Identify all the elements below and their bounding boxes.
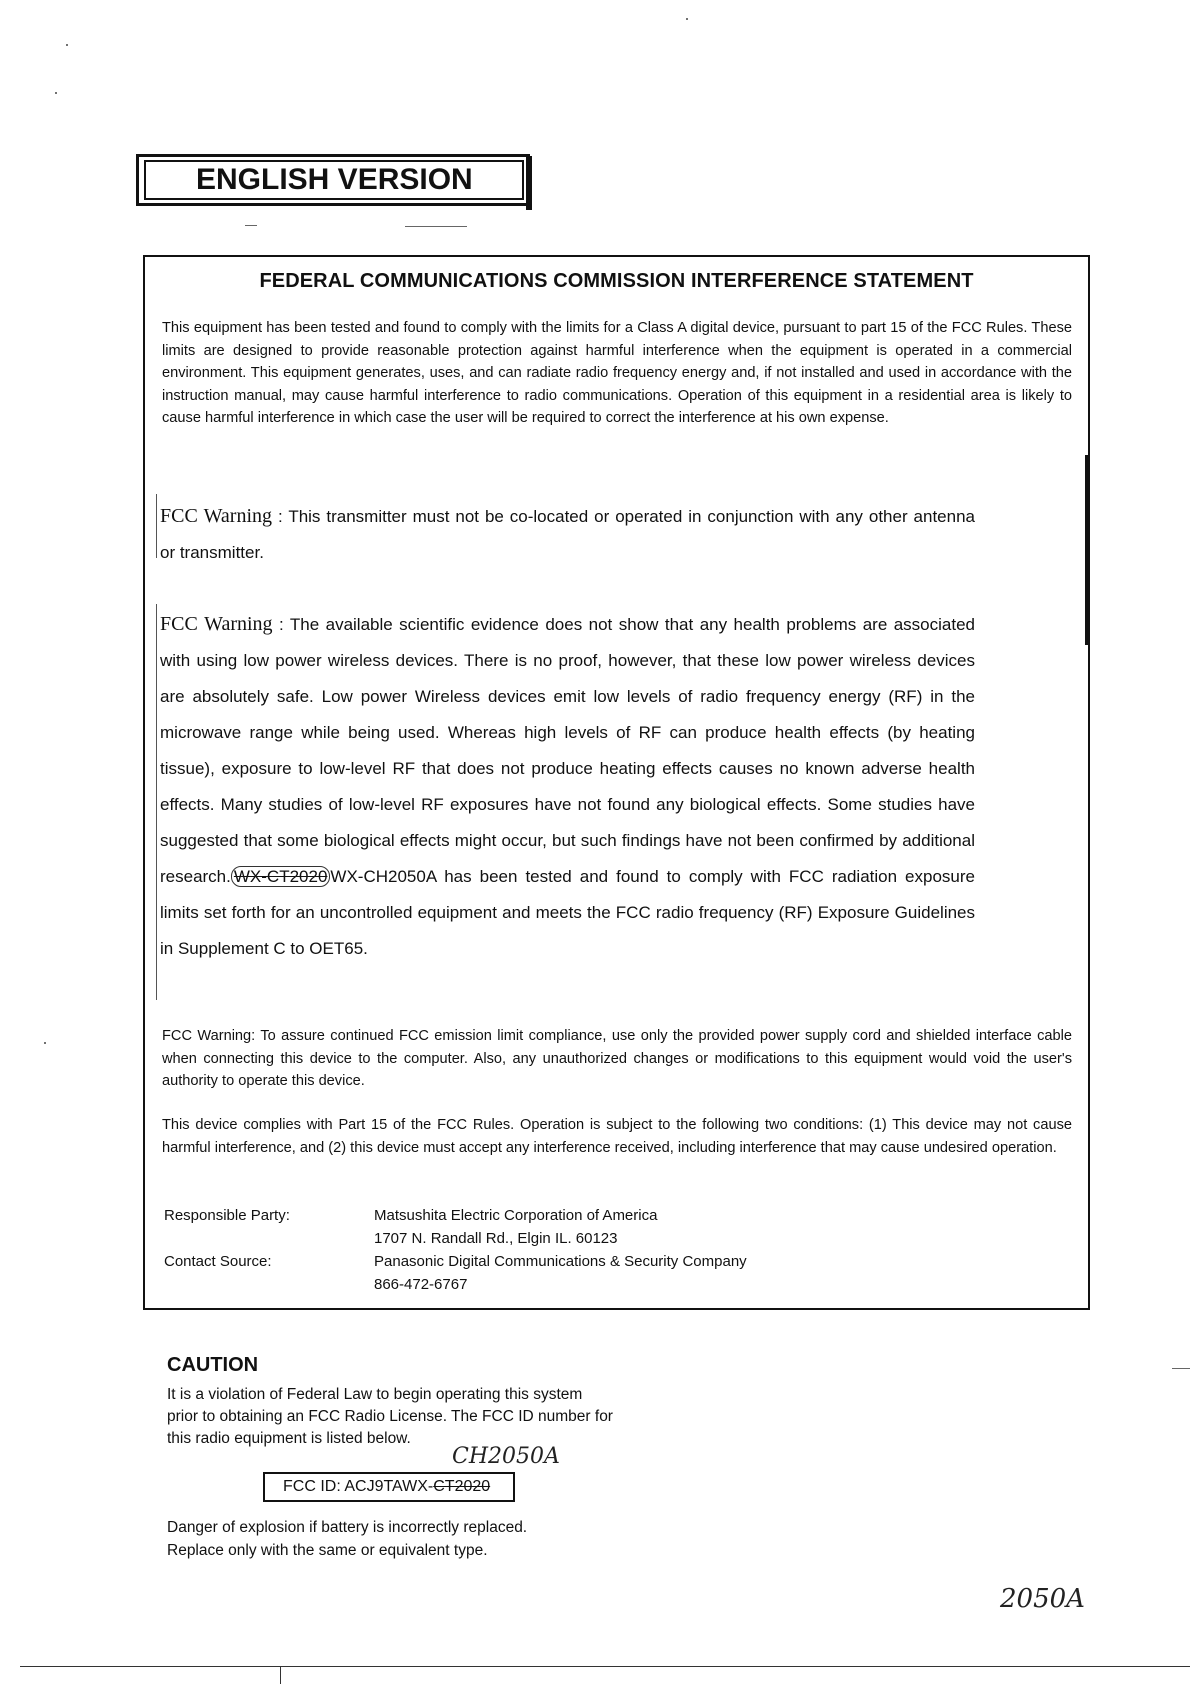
battery-warning-line: Danger of explosion if battery is incorrectly replaced. bbox=[167, 1519, 528, 1536]
scan-mark bbox=[245, 225, 257, 226]
warning-text: : The available scientific evidence does not show that any health problems are associated with using low power wireless devices. There is no proof, however, that these low power wireless devices are absolutely safe. Low power Wireless devices emit low levels of radio frequency energy (RF) in the microwave range while being used. Whereas high levels of RF can produce health effects (by heating tissue), exposure to low-level RF that does not produce heating effects causes no known adverse health effects. Many studies of low-level RF exposures have not found any biological effects. Some studies have suggested that some biological effects might occur, but such findings have not been confirmed by additional research. bbox=[160, 615, 975, 886]
fcc-warning-colocation bbox=[160, 498, 975, 571]
handwritten-note: 2050A bbox=[1000, 1584, 1085, 1614]
fcc-warning-rf-exposure bbox=[160, 606, 975, 967]
interference-paragraph: This equipment has been tested and found to comply with the limits for a Class A digital device, pursuant to part 15 of the FCC Rules. These limits are designed to provide reasonable protection against harmful interference when the equipment is operated in a commercial environment. This equipment generates, uses, and can radiate radio frequency energy and, if not installed and used in accordance with the instruction manual, may cause harmful interference to radio communications. Operation of this equipment in a residential area is likely to cause harmful interference in which case the user will be required to correct the interference at his own expense. bbox=[162, 320, 1072, 426]
fcc-id-text: FCC ID: ACJ9TAWX- bbox=[283, 1478, 434, 1495]
scan-speck bbox=[55, 92, 57, 94]
scan-speck bbox=[686, 18, 688, 20]
handwritten-fcc-id-correction: CH2050A bbox=[452, 1444, 560, 1469]
model-number: WX-CH2050A bbox=[330, 867, 437, 886]
paste-margin-line bbox=[156, 494, 157, 558]
part15-statement: This device complies with Part 15 of the FCC Rules. Operation is subject to the following two conditions: (1) This device may not cause harmful interference, and (2) this device must accept any interference received, including interference that may cause undesired operation. bbox=[162, 1117, 1072, 1156]
fcc-warning-cable: FCC Warning: To assure continued FCC emission limit compliance, use only the provided power supply cord and shielded interface cable when connecting this device to the computer. Also, any unauthorized changes or modifications to this equipment would void the user's authority to operate this device. bbox=[162, 1028, 1072, 1089]
scan-speck bbox=[44, 1042, 46, 1044]
title-banner-shadow bbox=[526, 156, 532, 210]
warning-text: : This transmitter must not be co-located or operated in conjunction with any other antenna or transmitter. bbox=[160, 507, 975, 562]
paste-edge-line bbox=[1085, 455, 1088, 645]
contact-source-phone: 866-472-6767 bbox=[374, 1276, 468, 1293]
warning-text-continued: has been tested and found to comply with FCC radiation exposure limits set forth for an uncontrolled equipment and meets the FCC radio frequency (RF) Exposure Guidelines in Supplement C to OET65. bbox=[160, 867, 975, 958]
page-title: ENGLISH VERSION bbox=[144, 160, 524, 200]
battery-warning bbox=[167, 1516, 667, 1562]
bottom-rule bbox=[20, 1666, 1190, 1667]
contact-source-name: Panasonic Digital Communications & Security Company bbox=[374, 1253, 747, 1270]
responsible-party-address: 1707 N. Randall Rd., Elgin IL. 60123 bbox=[374, 1230, 618, 1247]
responsible-party-label: Responsible Party: bbox=[164, 1207, 290, 1224]
responsible-party-name: Matsushita Electric Corporation of America bbox=[374, 1207, 658, 1224]
scan-speck bbox=[66, 44, 68, 46]
paste-margin-line bbox=[156, 604, 157, 1000]
fcc-id-struck-suffix: CT2020 bbox=[433, 1478, 491, 1495]
statement-title: FEDERAL COMMUNICATIONS COMMISSION INTERFERENCE STATEMENT bbox=[259, 270, 974, 292]
warning-label: FCC Warning bbox=[160, 613, 273, 635]
scan-mark bbox=[405, 226, 467, 227]
battery-warning-line: Replace only with the same or equivalent type. bbox=[167, 1542, 488, 1559]
caution-text: It is a violation of Federal Law to begin operating this system prior to obtaining an FCC Radio License. The FCC ID number for this radio equipment is listed below. bbox=[167, 1386, 613, 1447]
scan-mark bbox=[1172, 1368, 1190, 1369]
fcc-id-box bbox=[263, 1472, 515, 1502]
contact-source-label: Contact Source: bbox=[164, 1253, 272, 1270]
bottom-tick bbox=[280, 1666, 281, 1684]
struck-model-number: WX-CT2020 bbox=[231, 866, 331, 887]
caution-title: CAUTION bbox=[167, 1354, 259, 1376]
warning-label: FCC Warning bbox=[160, 505, 273, 527]
